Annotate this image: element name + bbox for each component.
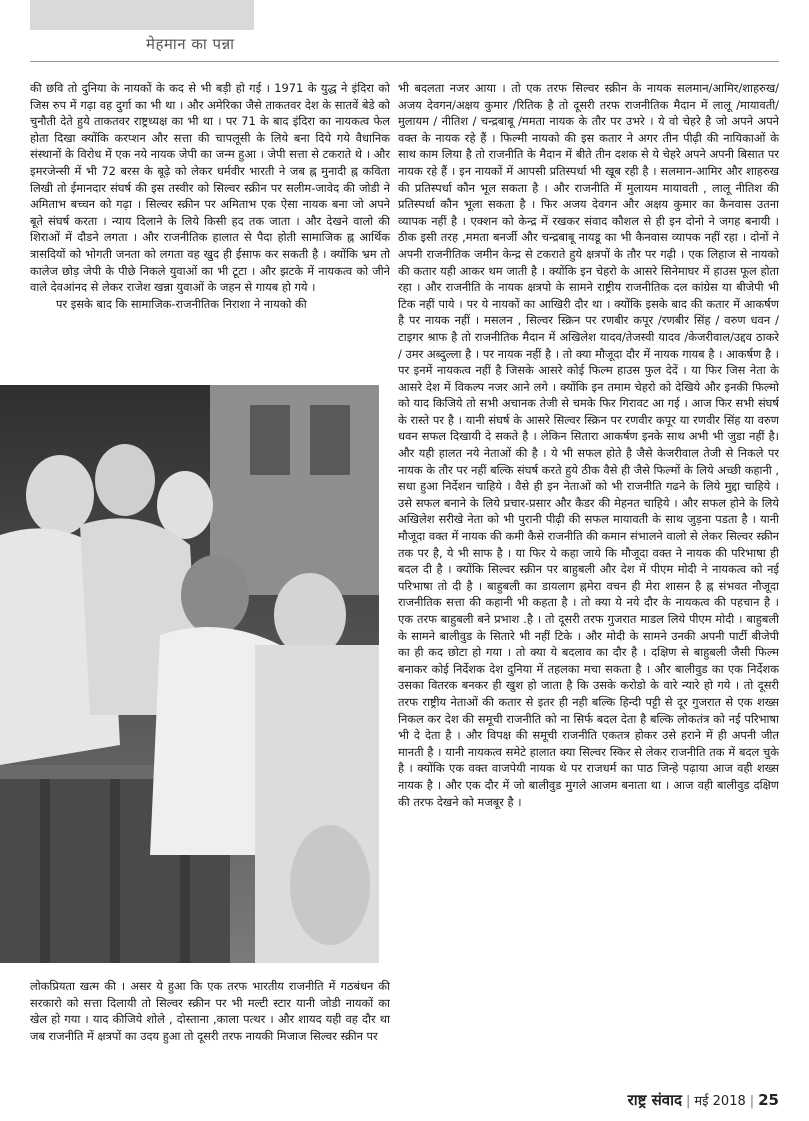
paragraph: भी बदलता नजर आया । तो एक तरफ सिल्वर स्क्रीन के नायक सलमान/आमिर/शाहरुख/अजय देवगन/अक्षय कुमार /रितिक है तो दूसरी तरफ राजनीतिक मैदान में लालू /मायावती/मुलायम / नीतिश / चन्द्रबाबू /ममता नायक के तौर पर उभरे । ये वो चेहरे है जो अपने अपने वक्त के नायक रहे हैं । फिल्मी नायको की इस कतार ने अगर तीन पीढ़ी की नायिकाओं के साथ काम लिया है तो राजनीति के मैदान में बीते तीन दशक से ये चेहरे अपने अपनी बिसात पर नायक रहे हैं । इन नायकों में आपसी प्रतिस्पर्धा भी खूब रही है । सलमान-आमिर और शाहरुख की प्रतिस्पर्धा कौन भूल सकता है । और राजनीति में मुलायम मायावती , लालू नीतिश की प्रतिस्पर्धा कौन भूला सकता है । फिर अजय देवगन और अक्षय कुमार का कैनवास उतना व्यापक नहीं है । एक्शन को केन्द्र में रखकर संवाद कौशल से ही इन दोनो ने जगह बनायी । ठीक इसी तरह ,ममता बनर्जी और चन्द्रबाबू नायडू का भी कैनवास व्यापक नहीं रहा । दोनों ने अपनी राजनीतिक जमीन केन्द्र से टकराते हुये क्षत्रपों के तौर पर गढ़ी । एक लिहाज से नायको की कतार यही आकर थम जाती है । क्योंकि इन चेहरो के आसरे सिनेमाघर में हाउस फूल होता रहा । और राजनीति के नायक क्षत्रपो के सामने राष्ट्रीय राजनीतिक दल कांग्रेस या बीजेपी भी टिक नहीं पाये । पर ये नायकों का आखिरी दौर था । क्योंकि इसके बाद की कतार में आकर्षण है पर नायक नहीं । मसलन , सिल्वर स्क्रिन पर रणबीर कपूर /रणबीर सिंह / वरुण धवन /टाइगर श्राफ है तो राजनीतिक मैदान में अखिलेश यादव/तेजस्वी यादव /केजरीवाल/उद्दव ठाकरे / उमर अब्दुल्ला है । पर नायक नहीं है । तो क्या मौजूदा दौर में नायक गायब है । आकर्षण है । पर इनमें नायकत्व नहीं है जिसके आसरे कोई फिल्म हाउस फुल देदें । या फिर जिस नेता के आसरे देश में विकल्प नजर आने लगे । क्योंकि इन तमाम चेहरो को देखिये और इनकी फिल्मो को याद किजिये तो सभी अचानक तेजी से चमके फिर गिरावट आ गई । आज फिर सभी संघर्ष के रास्ते पर है । यानी संघर्ष के आसरे सिल्वर स्क्रिन पर रणवीर कपूर या रणवीर सिंह या वरुण धवन सफल दिखायी दे सकते है । लेकिन सितारा आकर्षण इनके साथ अभी भी जुडा नहीं है। और यही हालत नये नेताओं की है । ये भी सफल होते है जैसे केजरीवाल तेजी से निकले पर नायक के तौर पर नहीं बल्कि संघर्ष करते हुये ठीक वैसे ही जैसे फिल्मों के लिये अच्छी कहानी , सधा हुआ निर्देशन चाहिये । वैसे ही इन नेताओं को भी राजनीति गढने के लिये मुद्दा चाहिये । उसे सफल बनाने के लिये प्रचार-प्रसार और कैडर की मेहनत चाहिये । और सफल होने के लिये अखिलेश सरीखे नेता को भी पुरानी पीढ़ी की सफल मायावती के साथ जुड़ना पडता है । यानी मौजूदा वक्त में नायक की कमी कैसे राजनीति की कमान संभालने वालो से लेकर सिल्वर स्क्रीन तक पर है, ये भी साफ है । या फिर ये कहा जाये कि मौजूदा वक्त ने नायक की परिभाषा ही बदल दी है । क्योंकि सिल्वर स्क्रीन पर बाहुबली और देश में पीएम मोदी ने नायकत्व को नई परिभाषा तो दी है । बाहुबली का डायलाग ह्नमेरा वचन ही मेरा शासन है ह्न संभवत नौजूदा राजनीतिक सत्ता की कहानी भी कहता है । तो क्या ये नये दौर के नायकत्व की पहचान है । एक तरफ बाहुबली बने प्रभाश .है । तो दूसरी तरफ गुजरात माडल लिये पीएम मोदी । बाहुबली के सामने बालीवुड के सितारे भी नहीं टिके । और मोदी के सामने उनकी अपनी पार्टी बीजेपी का ही कद छोटा हो गया । तो क्या ये बदलाव का दौर है । दक्षिण से बाहुबली जैसी फिल्म बनाकर कोई निर्देशक देश दुनिया में तहलका मचा सकता है । और बालीवुड का एक निर्देशक उसका वितरक बनकर ही खुश हो जाता है कि उसके करोडो के वारे न्यारे हो गये । तो दूसरी तरफ राष्ट्रीय नेताओं की कतार से इतर ही नही बल्कि हिन्दी पट्टी से दूर गुजरात से एक शख्स निकल कर देश की समूची राजनीति को ना सिर्फ बदल देता है बल्कि लोकतंत्र को नई परिभाषा भी दे देता है । और विपक्ष की समूची राजनीति एकतत्र होकर उसे हराने में ही अपनी जीत मानती है । यानी नायकत्व समेटे हालात क्या सिल्वर स्किर से लेकर राजनीति तक में बदल चुके है । क्योंकि एक वक्त वाजपेयी नायक थे पर राजधर्म का पाठ जिन्हे पढ़ाया आज वही शख्स नायक है । और एक दौर में जो बालीवुड मुगले आजम बनाता था । आज वही बालीवुड दक्षिण की तरफ देखने को मजबूर है । (398, 81, 779, 809)
section-bar (30, 0, 254, 30)
page-number: 25 (758, 1091, 779, 1109)
paragraph: पर इसके बाद कि सामाजिक-राजनीतिक निराशा ने नायको की (56, 296, 307, 311)
magazine-name: राष्ट्र संवाद (627, 1091, 682, 1109)
paragraph: की छवि तो दुनिया के नायकों के कद से भी बड़ी हो गई । 1971 के युद्ध ने इंदिरा को जिस रुप में गढ़ा वह दुर्गा का भी था । और अमेरिका जैसे ताकतवर देश के सातवें बेडे को चुनौती देते हुये ताकतवर राष्ट्रध्यक्ष का भी था । पर 71 के बाद इंदिरा का नायकत्व फेल होता दिखा क्योंकि करप्शन और सत्ता की चापलूसी के लिये बना दिये गये वैधानिक संस्थानों के विरोध में एक नये नायक जेपी का जन्म हुआ । जेपी सत्ता से टकराते थे । और इमरजेन्सी में भी 72 बरस के बूढ़े को लेकर धर्मवीर भारती ने जब ह्न मुनादी ह्न कविता लिखी तो ईमानदार संघर्ष की इस तस्वीर को सिल्वर स्क्रीन पर सलीम-जावेद की जोडी ने अमिताभ बच्चन को गढ़ा । सिल्वर स्क्रीन पर अमिताभ एक ऐसा नायक बना जो अपने बूते संघर्ष करता । न्याय दिलाने के लिये किसी हद तक जाता । और देखने वालो की शिराओं में दौडने लगता । और राजनीतिक हालात से पैदा होती सामाजिक ह्न आर्थिक त्रासदियों को भोगती जनता को लगता वह खुद ही ईसाफ कर सकती है । क्योंकि भ्रम तो कालेज छोड़ जेपी के पीछे निकले युवाओं का भी टूटा । और झटके में नायकत्व को जीने वाले देवआंनद से लेकर राजेश खन्ना युवाओं के जहन से गायब हो गये । (30, 81, 390, 295)
right-column (398, 80, 779, 1078)
issue-date: मई 2018 (694, 1094, 746, 1109)
crowd-photo-illustration (0, 385, 379, 963)
left-column-top (30, 80, 390, 380)
footer-separator: | (749, 1094, 755, 1109)
header-rule (30, 61, 779, 62)
footer-separator: | (685, 1094, 691, 1109)
page-footer (628, 1090, 779, 1112)
section-label: मेहमान का पन्ना (146, 35, 235, 53)
historical-photo (0, 385, 379, 963)
paragraph: लोकप्रियता खत्म की । असर ये हुआ कि एक तरफ भारतीय राजनीति में गठबंधन की सरकारो को सत्ता दिलायी तो सिल्वर स्क्रीन पर भी मल्टी स्टार यानी जोडी नायकों का खेल हो गया । याद कीजिये शोले , दोस्ताना ,काला पत्थर । और शायद यही वह दौर था जब राजनीति में क्षत्रपों का उदय हुआ तो दूसरी तरफ नायकी मिजाज सिल्वर स्क्रीन पर (30, 979, 390, 1043)
left-column-bottom (30, 978, 390, 1080)
